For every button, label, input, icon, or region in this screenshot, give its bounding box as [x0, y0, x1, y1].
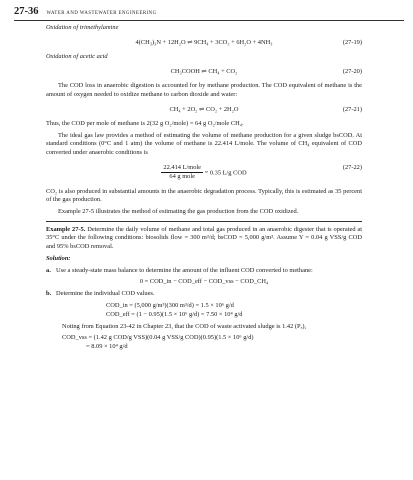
section-title-acetic-acid: Oxidation of acetic acid: [46, 53, 108, 61]
page-number: 27-36: [14, 6, 39, 17]
step-letter: a.: [46, 266, 51, 274]
page-header: [14, 6, 404, 21]
equation-number: (27-19): [342, 38, 362, 46]
cod-in-equation: COD_in = (5,000 g/m³)(300 m³/d) = 1.5 × 10⁶ g/d: [106, 301, 234, 309]
paragraph-cod-per-mole: Thus, the COD per mole of methane is 2(32 g O₂/mole) = 64 g O₂/mole CH₄.: [46, 120, 244, 128]
equation-rhs: = 0.35 L/g COD: [204, 169, 247, 177]
paragraph-co2: CO₂ is also produced in substantial amounts in the anaerobic degradation process. Typically, this is estimated as 35 percent of the gas production.: [46, 187, 362, 204]
step-text: Use a steady-state mass balance to determine the amount of the influent COD converted to methane:: [56, 266, 313, 274]
fraction-denominator: 64 g mole: [169, 173, 195, 181]
solution-step-b: [46, 290, 362, 299]
note-waste-sludge: Noting from Equation 23-42 in Chapter 23, that the COD of waste activated sludge is 1.42 (Pₓ),: [62, 322, 307, 330]
equation-27-20: [46, 68, 362, 77]
equation-number: (27-20): [342, 67, 362, 75]
equation-text: CH₄ + 2O₂ ⇌ CO₂ + 2H₂O: [169, 105, 239, 113]
step-text: Determine the individual COD values.: [56, 290, 155, 298]
cod-values: [106, 302, 362, 320]
example-text: Determine the daily volume of methane and total gas produced in an anaerobic digester that is operated at 35°C under the following conditions: biosolids flow = 300 m³/d; bsCOD = 5,000 g/m³. Assume Y = 0.04 g VSS/g COD and 95% bsCOD removal.: [46, 225, 362, 250]
fraction-numerator: 22.414 L/mole: [161, 164, 203, 174]
paragraph-example-intro: Example 27-5 illustrates the method of estimating the gas production from the COD oxidized.: [58, 207, 299, 215]
section-title-trimethylamine: Oxidation of trimethylamine: [46, 24, 119, 31]
equation-27-22: [46, 164, 362, 182]
example-label: Example 27-5.: [46, 225, 86, 233]
mass-balance-equation: 0 = COD_in − COD_eff − COD_vss − COD_CH₄: [139, 278, 269, 286]
paragraph-ideal-gas: The ideal gas law provides a method of estimating the volume of methane production for a given sludge bsCOD. At standard conditions (0°C and 1 atm) the volume of methane is 22.414 L/mole. The volume of CH₄ equivalent of COD converted under anaerobic conditions is: [46, 131, 362, 156]
solution-label: Solution:: [46, 255, 71, 263]
fraction: [161, 164, 203, 182]
cod-vss-equation: COD_vss = (1.42 g COD/g VSS)(0.04 g VSS/g COD)(0.95)(1.5 × 10⁶ g/d): [62, 334, 254, 342]
equation-text: CH₃COOH ⇌ CH₄ + CO₂: [170, 67, 238, 75]
cod-vss-result: = 8.09 × 10⁴ g/d: [86, 343, 128, 351]
equation-27-19: [46, 39, 362, 48]
page-body: [46, 24, 362, 352]
cod-eff-equation: COD_eff = (1 − 0.95)(1.5 × 10⁶ g/d) = 7.50 × 10⁴ g/d: [106, 311, 243, 319]
example-statement: [46, 226, 362, 252]
example-divider: [46, 221, 362, 222]
running-head: WATER AND WASTEWATER ENGINEERING: [46, 11, 157, 16]
equation-27-21: [46, 106, 362, 115]
solution-step-a: [46, 267, 362, 276]
equation-text: 4(CH₃)₃N + 12H₂O ⇌ 9CH₄ + 3CO₂ + 6H₂O + 4NH₃: [135, 38, 273, 46]
step-letter: b.: [46, 290, 52, 298]
equation-number: (27-22): [342, 163, 362, 171]
paragraph-cod-loss: The COD loss in anaerobic digestion is accounted for by methane production. The COD equivalent of methane is the amount of oxygen needed to oxidize methane to carbon dioxide and water:: [46, 82, 362, 98]
equation-number: (27-21): [342, 105, 362, 113]
